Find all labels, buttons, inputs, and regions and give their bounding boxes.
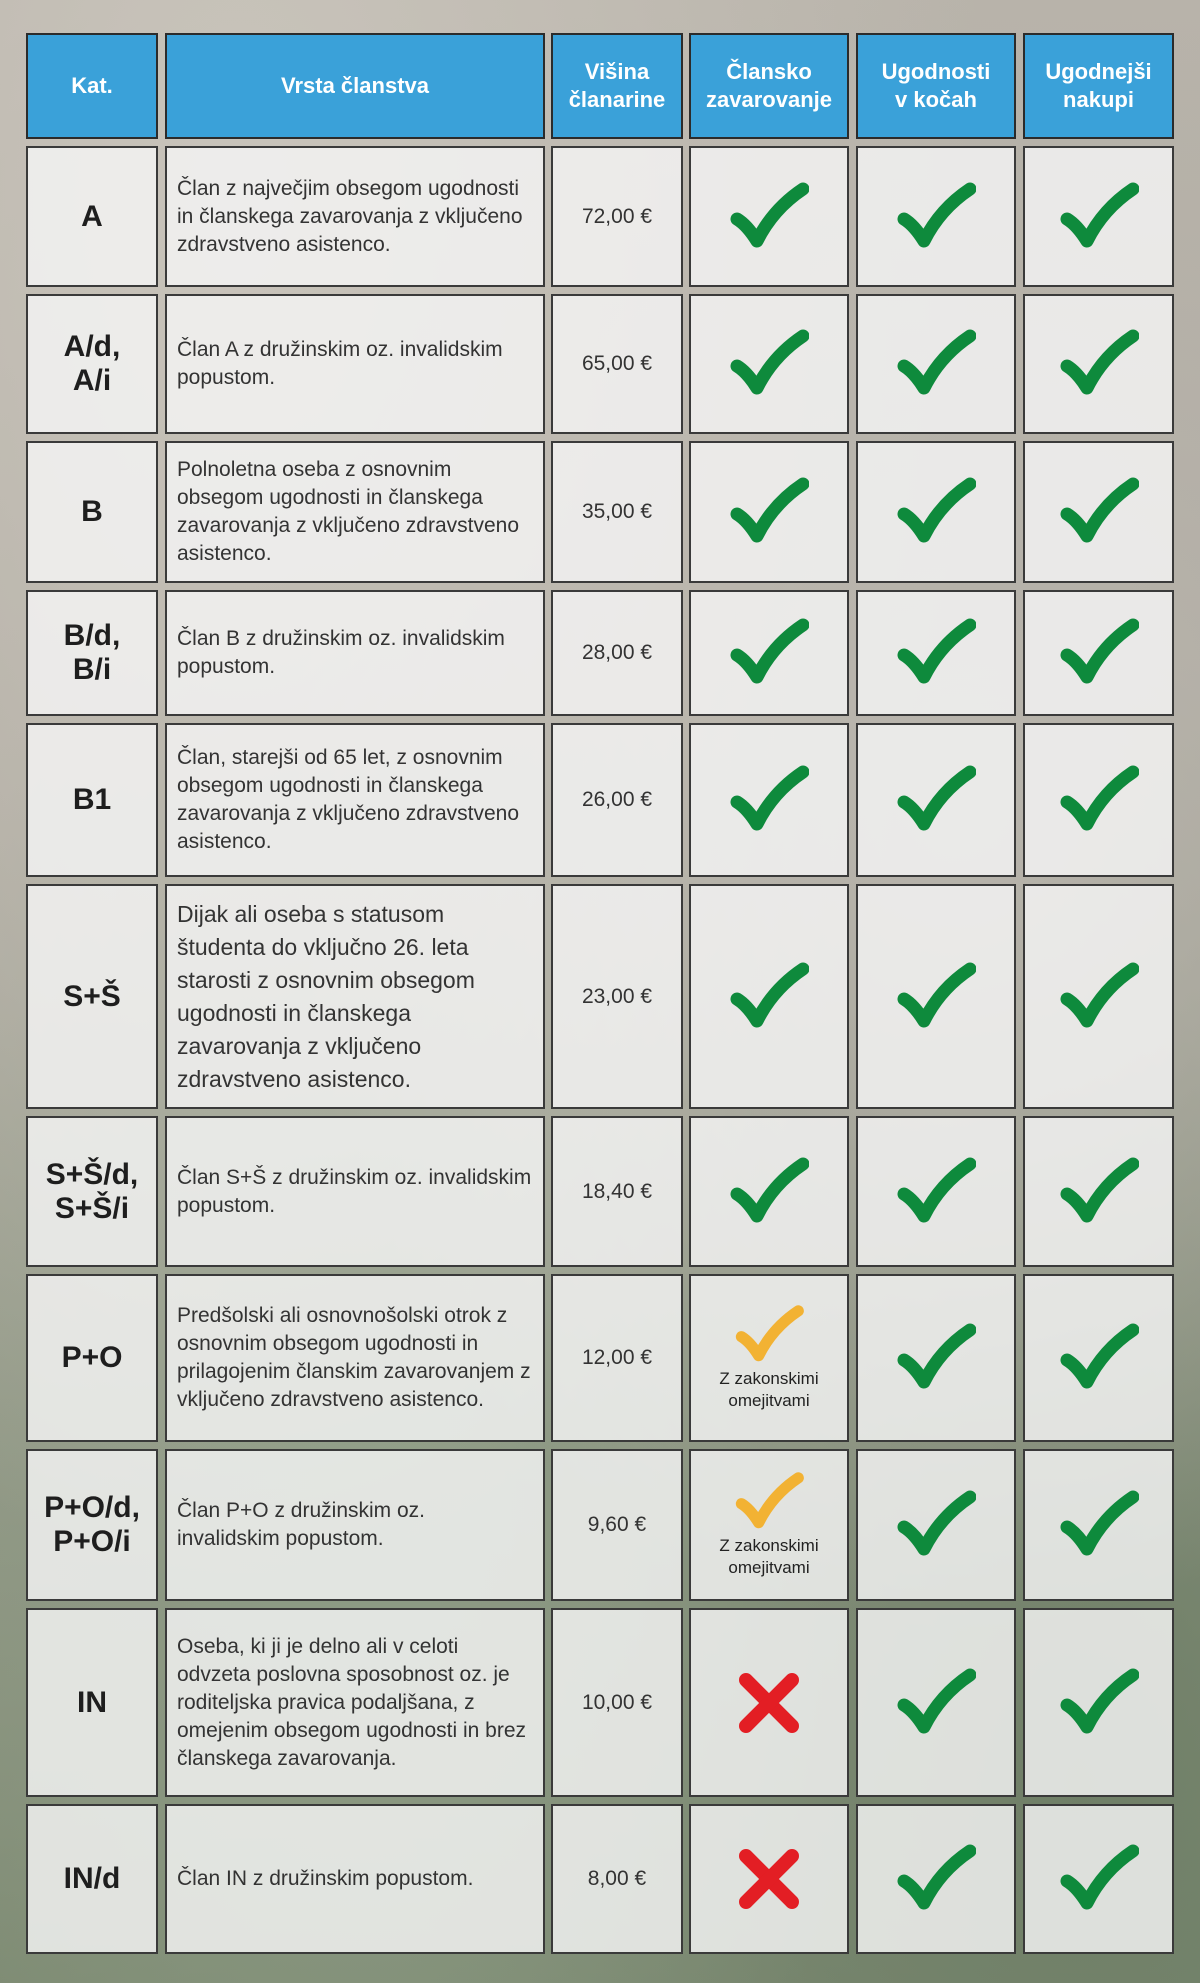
check-icon xyxy=(1059,181,1139,253)
description-cell xyxy=(165,1804,545,1954)
check-icon xyxy=(896,961,976,1033)
check-icon xyxy=(1059,1156,1139,1228)
check-icon xyxy=(896,328,976,400)
limitation-note: Z zakonskimi omejitvami xyxy=(719,1536,819,1577)
description-text: Član P+O z družinskim oz. invalidskim popustom. xyxy=(177,1499,426,1550)
nakupi-cell xyxy=(1023,1608,1174,1797)
category-label: A xyxy=(81,199,103,233)
nakupi-cell xyxy=(1023,1274,1174,1442)
header-zavarovanje-label: Člansko zavarovanje xyxy=(706,59,832,112)
nakupi-cell xyxy=(1023,146,1174,287)
price-cell xyxy=(551,441,683,583)
description-cell xyxy=(165,1449,545,1601)
nakupi-cell xyxy=(1023,884,1174,1109)
header-vrsta-label: Vrsta članstva xyxy=(281,73,429,98)
check-icon xyxy=(1059,328,1139,400)
koce-cell xyxy=(856,294,1016,434)
check-icon xyxy=(1059,1843,1139,1915)
price-cell xyxy=(551,1804,683,1954)
cross-icon xyxy=(734,1668,804,1738)
price-value: 28,00 € xyxy=(581,641,653,664)
description-text: Oseba, ki ji je delno ali v celoti odvzeta poslovna sposobnost oz. je roditeljska pravica podaljšana, z omejenim obsegom ugodnosti in brez članskega zavarovanja. xyxy=(177,1634,527,1770)
category-label: P+O xyxy=(61,1341,123,1374)
category-label: B/d, B/i xyxy=(63,619,121,686)
check-icon xyxy=(896,1843,976,1915)
check-icon xyxy=(896,1322,976,1394)
category-cell xyxy=(26,1449,158,1601)
check-icon xyxy=(1059,764,1139,836)
zavarovanje-cell xyxy=(689,1274,849,1442)
description-cell xyxy=(165,723,545,877)
category-cell xyxy=(26,1274,158,1442)
koce-cell xyxy=(856,1449,1016,1601)
zavarovanje-cell xyxy=(689,1608,849,1797)
check-icon xyxy=(1059,961,1139,1033)
header-kat-label: Kat. xyxy=(71,73,113,98)
price-value: 9,60 € xyxy=(587,1513,647,1536)
check-icon xyxy=(896,1489,976,1561)
check-icon xyxy=(729,181,809,253)
check-icon xyxy=(729,328,809,400)
check-icon xyxy=(1059,1667,1139,1739)
price-cell xyxy=(551,1608,683,1797)
price-value: 12,00 € xyxy=(581,1346,653,1369)
header-visina xyxy=(551,33,683,139)
nakupi-cell xyxy=(1023,1449,1174,1601)
koce-cell xyxy=(856,1116,1016,1267)
check-icon xyxy=(896,764,976,836)
limitation-note: Z zakonskimi omejitvami xyxy=(719,1369,819,1410)
price-cell xyxy=(551,1449,683,1601)
description-text: Član S+Š z družinskim oz. invalidskim popustom. xyxy=(177,1165,532,1217)
category-label: S+Š/d, S+Š/i xyxy=(45,1157,139,1225)
category-cell xyxy=(26,1804,158,1954)
description-text: Polnoletna oseba z osnovnim obsegom ugodnosti in članskega zavarovanja z vključeno zdravstveno asistenco. xyxy=(177,458,520,565)
category-label: IN/d xyxy=(63,1862,121,1895)
description-text: Član z največjim obsegom ugodnosti in članskega zavarovanja z vključeno zdravstveno asistenco. xyxy=(177,176,523,256)
description-text: Član, starejši od 65 let, z osnovnim obsegom ugodnosti in članskega zavarovanja z vključeno zdravstveno asistenco. xyxy=(177,746,520,853)
check-icon xyxy=(729,764,809,836)
header-zavarovanje xyxy=(689,33,849,139)
zavarovanje-cell xyxy=(689,441,849,583)
check-icon xyxy=(896,181,976,253)
check-icon xyxy=(896,617,976,689)
category-cell xyxy=(26,441,158,583)
category-label: S+Š xyxy=(63,979,121,1013)
header-nakupi-label: Ugodnejši nakupi xyxy=(1045,59,1152,112)
price-cell xyxy=(551,590,683,716)
price-cell xyxy=(551,1274,683,1442)
description-cell xyxy=(165,884,545,1109)
koce-cell xyxy=(856,1608,1016,1797)
koce-cell xyxy=(856,441,1016,583)
price-value: 65,00 € xyxy=(581,352,653,375)
check-icon xyxy=(896,476,976,548)
nakupi-cell xyxy=(1023,441,1174,583)
nakupi-cell xyxy=(1023,590,1174,716)
check-icon xyxy=(1059,1489,1139,1561)
price-value: 26,00 € xyxy=(581,788,653,811)
zavarovanje-cell xyxy=(689,590,849,716)
category-label: B xyxy=(81,495,103,528)
price-value: 10,00 € xyxy=(581,1690,653,1714)
check-icon xyxy=(896,1667,976,1739)
header-koce xyxy=(856,33,1016,139)
price-value: 18,40 € xyxy=(581,1179,653,1203)
zavarovanje-cell xyxy=(689,1804,849,1954)
category-cell xyxy=(26,884,158,1109)
price-value: 23,00 € xyxy=(581,984,653,1008)
description-cell xyxy=(165,441,545,583)
header-kat xyxy=(26,33,158,139)
description-cell xyxy=(165,1608,545,1797)
category-cell xyxy=(26,1116,158,1267)
check-icon xyxy=(1059,476,1139,548)
price-cell xyxy=(551,1116,683,1267)
zavarovanje-cell xyxy=(689,1449,849,1601)
koce-cell xyxy=(856,723,1016,877)
price-cell xyxy=(551,294,683,434)
check-icon xyxy=(729,617,809,689)
description-cell xyxy=(165,294,545,434)
nakupi-cell xyxy=(1023,1804,1174,1954)
price-value: 72,00 € xyxy=(581,204,653,228)
check-icon xyxy=(729,476,809,548)
description-cell xyxy=(165,1116,545,1267)
description-cell xyxy=(165,1274,545,1442)
partial-check-icon xyxy=(730,1304,808,1366)
description-cell xyxy=(165,590,545,716)
nakupi-cell xyxy=(1023,723,1174,877)
koce-cell xyxy=(856,1274,1016,1442)
header-visina-label: Višina članarine xyxy=(568,59,666,112)
price-cell xyxy=(551,723,683,877)
category-cell xyxy=(26,146,158,287)
category-cell xyxy=(26,723,158,877)
description-text: Član B z družinskim oz. invalidskim popustom. xyxy=(177,627,505,678)
cross-icon xyxy=(734,1844,804,1914)
zavarovanje-cell xyxy=(689,1116,849,1267)
category-label: B1 xyxy=(72,783,112,816)
zavarovanje-cell xyxy=(689,884,849,1109)
description-cell xyxy=(165,146,545,287)
nakupi-cell xyxy=(1023,294,1174,434)
check-icon xyxy=(729,1156,809,1228)
description-text: Član A z družinskim oz. invalidskim popustom. xyxy=(177,338,503,389)
price-cell xyxy=(551,146,683,287)
price-value: 8,00 € xyxy=(587,1867,647,1890)
header-nakupi xyxy=(1023,33,1174,139)
description-text: Član IN z družinskim popustom. xyxy=(177,1867,474,1890)
koce-cell xyxy=(856,1804,1016,1954)
price-cell xyxy=(551,884,683,1109)
koce-cell xyxy=(856,146,1016,287)
header-vrsta xyxy=(165,33,545,139)
category-label: A/d, A/i xyxy=(63,330,121,397)
price-value: 35,00 € xyxy=(581,500,653,523)
check-icon xyxy=(896,1156,976,1228)
check-icon xyxy=(1059,617,1139,689)
zavarovanje-cell xyxy=(689,294,849,434)
check-icon xyxy=(1059,1322,1139,1394)
partial-check-icon xyxy=(730,1471,808,1533)
nakupi-cell xyxy=(1023,1116,1174,1267)
zavarovanje-cell xyxy=(689,146,849,287)
koce-cell xyxy=(856,884,1016,1109)
category-cell xyxy=(26,294,158,434)
description-text: Dijak ali oseba s statusom študenta do vključno 26. leta starosti z osnovnim obsegom ugodnosti in članskega zavarovanja z vključeno zdravstveno asistenco. xyxy=(177,900,475,1092)
zavarovanje-cell xyxy=(689,723,849,877)
category-label: IN xyxy=(77,1685,107,1719)
header-koce-label: Ugodnosti v kočah xyxy=(881,59,991,112)
category-label: P+O/d, P+O/i xyxy=(44,1491,140,1558)
description-text: Predšolski ali osnovnošolski otrok z osnovnim obsegom ugodnosti in prilagojenim članskim zavarovanjem z vključeno zdravstveno asistenco. xyxy=(177,1304,531,1411)
category-cell xyxy=(26,1608,158,1797)
category-cell xyxy=(26,590,158,716)
check-icon xyxy=(729,961,809,1033)
koce-cell xyxy=(856,590,1016,716)
